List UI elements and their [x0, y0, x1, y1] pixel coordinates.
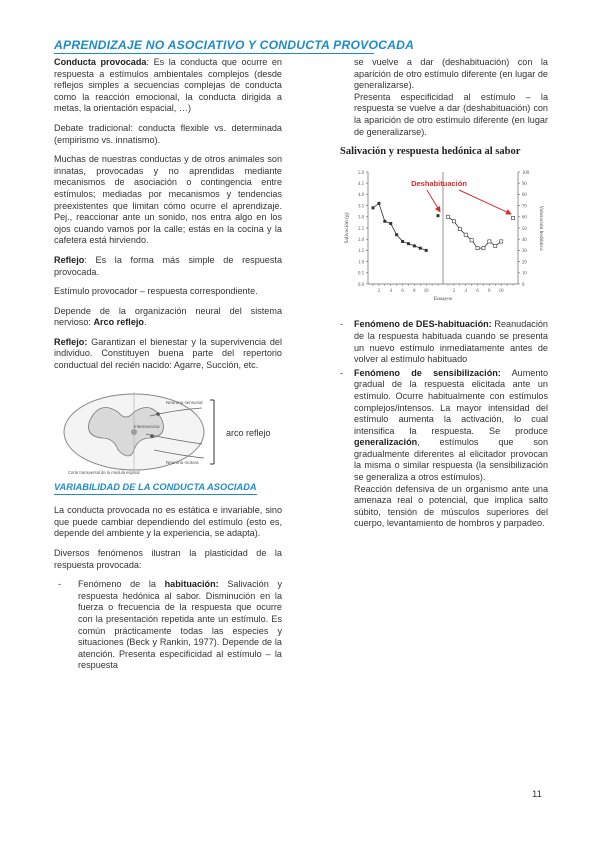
- term-deshabituacion: Fenómeno de DES-habituación:: [354, 319, 492, 330]
- figure-caption: Corte transversal de la médula espinal: [68, 469, 140, 475]
- x-tick-label: 6: [476, 288, 479, 294]
- data-point-open: [482, 246, 485, 249]
- y-right-tick-label: 90: [522, 181, 527, 187]
- y-right-tick-label: 40: [522, 237, 527, 243]
- arco-end: .: [143, 317, 147, 328]
- data-point-filled: [395, 233, 398, 236]
- x-tick-label: 4: [389, 288, 392, 294]
- definition-text: : Es la conducta que ocurre en respuesta a estímulos ambientales complejos (desde reflejos simples a secuencias complejas de conducta como la reacción emocional, la conducta dirigida a metas, la orientación espacial, …): [54, 57, 282, 114]
- term-arco-reflejo: Arco reflejo: [93, 317, 144, 328]
- y-right-tick-label: 10: [522, 271, 527, 277]
- y-right-tick-label: 20: [522, 260, 527, 266]
- y-left-tick-label: 5.0: [358, 170, 364, 176]
- paragraph-fenomenos: Diversos fenómenos ilustran la plasticidad de la respuesta provocada:: [54, 548, 282, 570]
- term-generalizacion: generalización: [354, 437, 418, 448]
- y-left-tick-label: 3.0: [358, 215, 364, 221]
- y-right-tick-label: 60: [522, 215, 527, 221]
- data-point-filled: [383, 220, 386, 223]
- y-left-tick-label: 3.5: [358, 204, 364, 210]
- title-underline: [54, 53, 374, 54]
- data-point-filled: [419, 246, 422, 249]
- spinal-cord-illustration: [54, 380, 282, 476]
- data-point-filled: [407, 242, 410, 245]
- x-tick-label: 8: [413, 288, 416, 294]
- data-point-open: [494, 244, 497, 247]
- y-axis-label-right: Valoración hedónica: [538, 205, 544, 251]
- paragraph-arco-reflejo: [54, 306, 282, 329]
- label-neurona-sensorial: Neurona sensorial: [166, 399, 203, 405]
- paragraph-estimulo: Estímulo provocador – respuesta correspondiente.: [54, 286, 258, 297]
- habituacion-text: Salivación y respuesta hedónica al sabor. Disminución en la fuerza o frecuencia de la respuesta que ocurre con la presentación repetida ante un estímulo. Es común prácticamente todas las especies y situaciones (Beck y Rankin, 1977). Depende de la atención. Presenta especificidad al estímulo – la respuesta: [78, 579, 282, 671]
- data-point-filled: [372, 206, 375, 209]
- habituacion-continuation: se vuelve a dar (deshabituación) con la aparición de otro estímulo diferente (en lugar de generalizarse).: [354, 57, 548, 91]
- y-left-tick-label: 1.5: [358, 248, 364, 254]
- term-conducta-provocada: Conducta provocada: [54, 57, 147, 67]
- y-right-tick-label: 50: [522, 226, 527, 232]
- data-point-filled: [437, 214, 440, 217]
- data-point-open: [488, 240, 491, 243]
- data-point-open: [458, 227, 461, 230]
- x-tick-label: 2: [377, 288, 381, 294]
- generalizacion-text: , estímulos que son gradualmente diferentes al elicitador provocan la misma o similar respuesta (la sensibilización se generaliza a otros estímulos).: [354, 437, 548, 483]
- y-left-tick-label: 4.0: [358, 192, 364, 198]
- phenomena-list-continued: [340, 319, 548, 483]
- term-habituacion: habituación:: [164, 579, 219, 590]
- paragraph-reaccion-defensiva: Reacción defensiva de un organismo ante una amenaza real o potencial, que implica salto súbito, tensión de músculos superiores del cuerpo, levantamiento de hombros y parpadeo.: [354, 483, 548, 529]
- y-right-tick-label: 70: [522, 204, 527, 210]
- habituacion-pre: Fenómeno de la: [78, 579, 165, 590]
- x-tick-label: 10: [498, 288, 504, 294]
- annotation-arrow-right: [459, 190, 511, 214]
- list-item-habituacion: [54, 579, 282, 672]
- y-left-tick-label: 0.0: [358, 282, 364, 288]
- data-point-open: [464, 233, 467, 236]
- section-subtitle: VARIABILIDAD DE LA CONDUCTA ASOCIADA: [54, 482, 257, 496]
- y-left-tick-label: 0.5: [358, 271, 364, 277]
- x-tick-label: 6: [401, 288, 404, 294]
- habituacion-especificidad: Presenta especificidad al estímulo – la respuesta se vuelve a dar (deshabituación) con la aparición de otro estímulo diferente (en lugar de generalizarse).: [354, 91, 548, 137]
- y-left-tick-label: 1.0: [358, 260, 364, 266]
- arco-text: Depende de la organización neural del sistema nervioso:: [54, 305, 282, 328]
- spinal-cord-figure: [54, 380, 282, 476]
- data-point-open: [452, 219, 455, 222]
- label-interneurona: Interneurona: [134, 423, 160, 429]
- y-axis-label-left: Salivación (g): [344, 212, 350, 244]
- sensibilizacion-text: Aumento gradual de la respuesta elicitada ante un estímulo. Ocurre habitualmente con estímulos complejos/intensos. La mayor intensidad del estímulo aumenta la activación, lo cual intensifica la respuesta. Se produce: [354, 367, 549, 436]
- label-neurona-motora: Neurona motora: [166, 459, 199, 465]
- y-left-tick-label: 2.5: [358, 226, 364, 232]
- paragraph-debate: Debate tradicional: conducta flexible vs. determinada (empirismo vs. innatismo).: [54, 122, 282, 145]
- left-column: [54, 57, 282, 672]
- data-point-filled: [425, 249, 428, 252]
- x-tick-label: 2: [452, 288, 456, 294]
- y-right-tick-label: 30: [522, 248, 527, 254]
- deshabituacion-text: Reanudación de la respuesta habituada cuando se presenta un nuevo estímulo inmediatamente antes de volver al estímulo habituado: [354, 319, 548, 365]
- data-point-open: [446, 215, 449, 218]
- y-right-tick-label: 80: [522, 192, 527, 198]
- x-tick-label: 10: [423, 288, 429, 294]
- y-right-tick-label: 100: [522, 170, 530, 176]
- paragraph-variabilidad: La conducta provocada no es estática e invariable, sino que puede cambiar dependiendo del estímulo (esto es, depende del ambiente y la experiencia, se adapta).: [54, 505, 282, 539]
- paragraph-reflejo: [54, 255, 282, 278]
- y-left-tick-label: 2.0: [358, 237, 364, 243]
- series-line: [448, 217, 501, 248]
- data-point-open: [500, 240, 503, 243]
- data-point-filled: [377, 202, 380, 205]
- data-point-open: [476, 246, 479, 249]
- y-right-tick-label: 0: [522, 282, 525, 288]
- x-tick-label: 4: [464, 288, 467, 294]
- page-title: APRENDIZAJE NO ASOCIATIVO Y CONDUCTA PROVOCADA: [54, 38, 415, 52]
- paragraph-conducta-provocada: [54, 57, 282, 115]
- annotation-deshabituacion: Deshabituación: [411, 178, 467, 188]
- y-left-tick-label: 4.5: [358, 181, 364, 187]
- reflejo-text: : Es la forma más simple de respuesta provocada.: [54, 254, 282, 277]
- supervivencia-text: Garantizan el bienestar y la supervivencia del individuo. Constituyen buena parte del repertorio conductual del recién nacido: Agarre, Succión, etc.: [54, 336, 282, 371]
- x-tick-label: 8: [488, 288, 491, 294]
- page-number: 11: [532, 789, 542, 800]
- data-point-open: [511, 216, 514, 219]
- chart-title: Salivación y respuesta hedónica al sabor: [340, 146, 521, 158]
- data-point-open: [470, 238, 473, 241]
- salivation-chart: [340, 160, 548, 310]
- paragraph-conductas-innatas: Muchas de nuestras conductas y de otros animales son innatas, provocadas y no aprendidas mediante mecanismos de asociación o contingencia entre estímulos; mediadas por mecanismos y tendencias preexistentes que limitan cómo ocurre el aprendizaje. Pej., reaccionar ante un sonido, nos entra algo en los ojos cuando vamos por la calle; estás en la cocina y la cafetera está hirviendo.: [54, 154, 282, 246]
- x-axis-label: Ensayos: [433, 295, 453, 302]
- list-item-deshabituacion: [340, 319, 548, 365]
- phenomena-list: [54, 579, 282, 672]
- term-reflejo-2: Reflejo:: [54, 336, 88, 347]
- data-point-filled: [389, 222, 392, 225]
- term-sensibilizacion: Fenómeno de sensibilización:: [354, 367, 501, 378]
- annotation-arrow-left: [427, 190, 440, 212]
- term-reflejo: Reflejo: [54, 254, 85, 265]
- data-point-filled: [413, 244, 416, 247]
- series-line: [373, 203, 426, 250]
- paragraph-reflejo-supervivencia: [54, 337, 282, 372]
- right-column: [340, 57, 548, 538]
- label-arco-reflejo: arco reflejo: [226, 427, 271, 438]
- data-point-filled: [401, 240, 404, 243]
- list-item-sensibilizacion: [340, 368, 548, 484]
